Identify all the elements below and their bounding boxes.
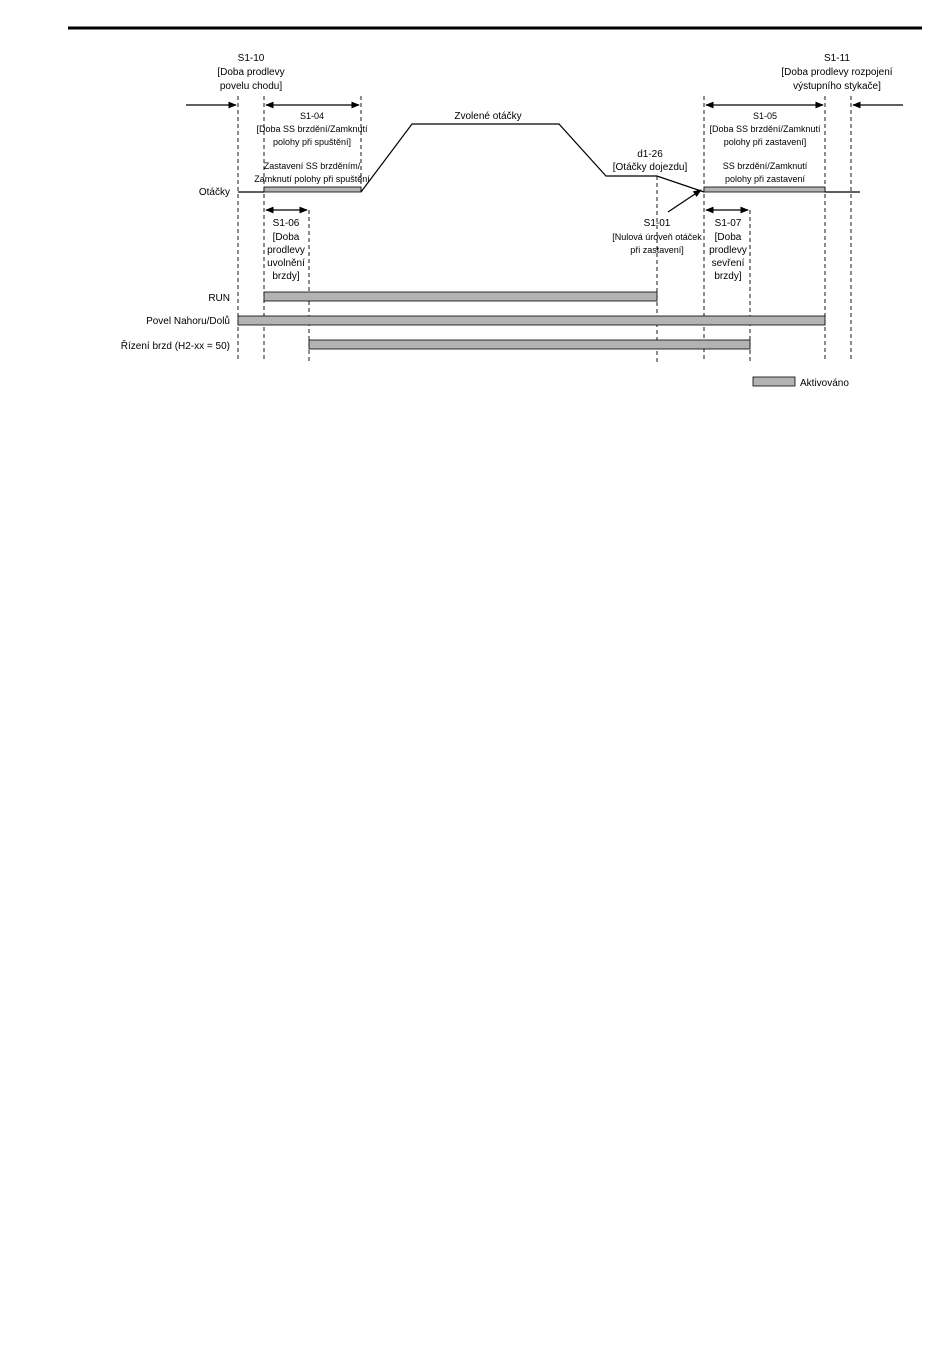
start-hold-bar (264, 187, 361, 192)
s1-11-line1: [Doba prodlevy rozpojení (781, 67, 893, 78)
s1-05-code: S1-05 (752, 111, 778, 121)
s1-07-line3: sevření (711, 258, 745, 269)
legend-swatch (753, 377, 795, 386)
s1-05-annotation (706, 105, 823, 184)
s1-07-line1: [Doba (714, 232, 742, 243)
s1-06-annotation (266, 210, 307, 282)
d1-26-annotation (613, 149, 688, 173)
updown-bar (238, 316, 825, 325)
s1-06-line1: [Doba (272, 232, 300, 243)
d1-26-code: d1-26 (637, 149, 663, 160)
start-hold-line2: Zamknutí polohy při spuštění (254, 174, 370, 184)
s1-10-code: S1-10 (237, 53, 265, 64)
s1-07-line4: brzdy] (714, 271, 742, 282)
updown-label: Povel Nahoru/Dolů (146, 316, 230, 327)
s1-10-line2: povelu chodu] (219, 81, 283, 92)
s1-11-code: S1-11 (824, 53, 850, 64)
d1-26-line1: [Otáčky dojezdu] (612, 162, 688, 173)
s1-10-line1: [Doba prodlevy (217, 67, 285, 78)
s1-01-code: S1-01 (643, 218, 671, 229)
run-signal (208, 292, 657, 304)
s1-06-code: S1-06 (272, 218, 300, 229)
updown-signal (146, 315, 825, 327)
s1-07-line2: prodlevy (709, 245, 747, 256)
legend-label: Aktivováno (800, 378, 849, 389)
s1-07-annotation (706, 210, 748, 282)
s1-04-annotation (254, 105, 370, 184)
s1-04-code: S1-04 (299, 111, 325, 121)
run-label: RUN (208, 293, 230, 304)
stop-hold-bar (704, 187, 825, 192)
speed-signal-label: Otáčky (198, 187, 230, 198)
s1-07-code: S1-07 (714, 218, 742, 229)
s1-01-line2: při zastavení] (630, 245, 684, 255)
brake-signal (121, 339, 750, 352)
s1-10-annotation (186, 53, 285, 105)
s1-04-line2: polohy při spuštění] (272, 137, 352, 147)
s1-05-line2: polohy při zastavení] (723, 137, 807, 147)
s1-01-arrow (668, 190, 701, 212)
s1-05-line1: [Doba SS brzdění/Zamknutí (709, 124, 821, 134)
legend (753, 377, 849, 389)
stop-hold-line2: polohy při zastavení (724, 174, 806, 184)
stop-hold-line1: SS brzdění/Zamknutí (722, 161, 808, 171)
brake-bar (309, 340, 750, 349)
s1-11-line2: výstupního stykače] (793, 81, 881, 92)
s1-11-annotation (781, 53, 903, 105)
run-bar (264, 292, 657, 301)
s1-06-line2: prodlevy (267, 245, 305, 256)
start-hold-line1: Zastavení SS brzděním/ (263, 161, 361, 171)
s1-01-line1: [Nulová úroveň otáček (612, 232, 702, 242)
s1-06-line3: uvolnění (267, 258, 305, 269)
brake-label: Řízení brzd (H2-xx = 50) (120, 341, 230, 352)
s1-04-line1: [Doba SS brzdění/Zamknutí (256, 124, 368, 134)
selected-speed-label: Zvolené otáčky (454, 111, 522, 122)
s1-06-line4: brzdy] (272, 271, 300, 282)
